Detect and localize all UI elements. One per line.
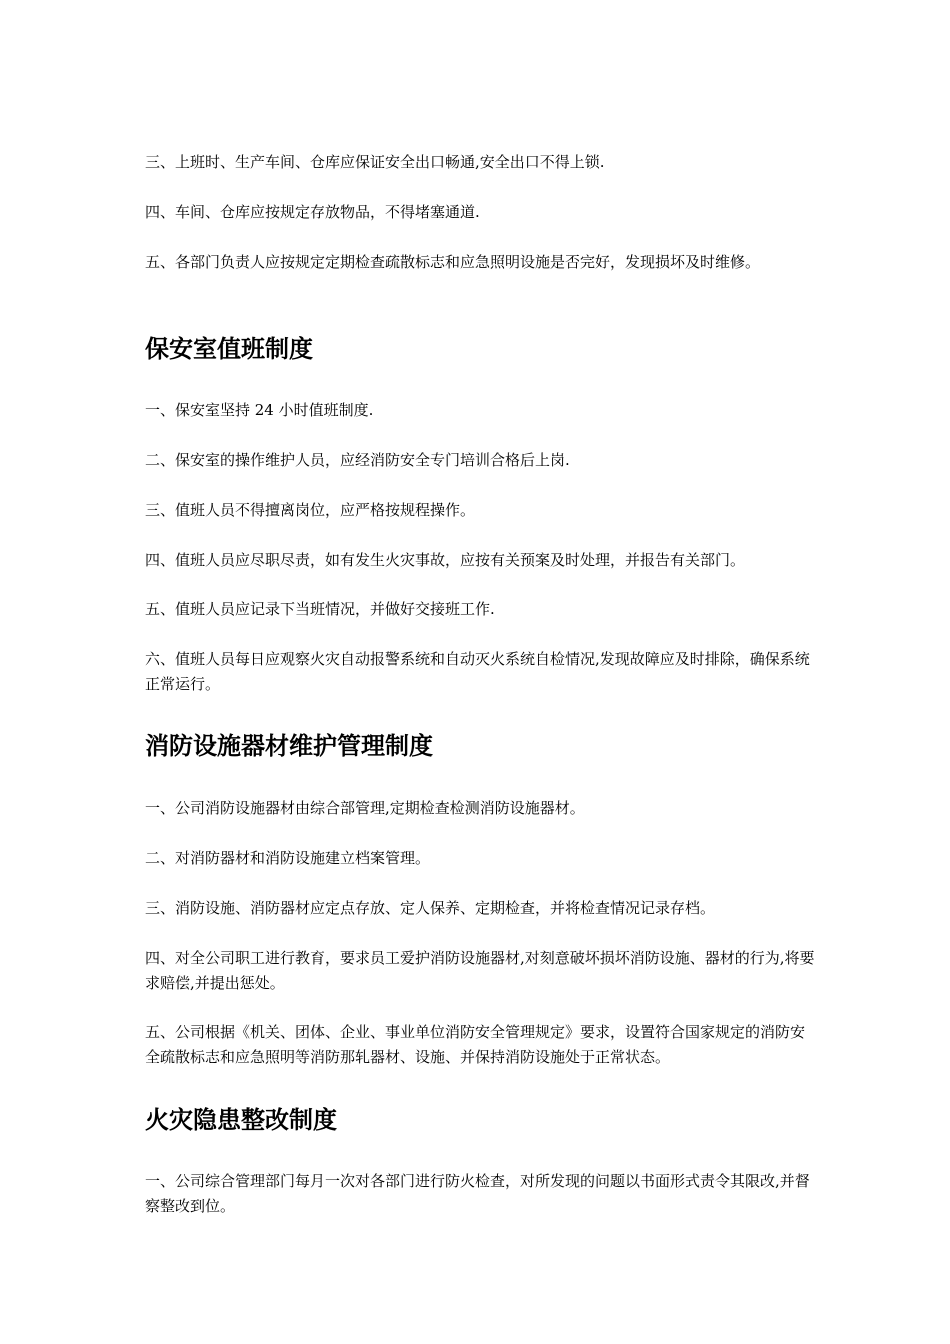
paragraph: 二、对消防器材和消防设施建立档案管理。	[145, 849, 431, 867]
paragraph: 一、保安室坚持 24 小时值班制度.	[145, 401, 374, 419]
section-title: 保安室值班制度	[145, 335, 313, 363]
paragraph: 五、值班人员应记录下当班情况，并做好交接班工作.	[145, 600, 495, 618]
section-title: 火灾隐患整改制度	[145, 1106, 337, 1134]
paragraph: 一、公司综合管理部门每月一次对各部门进行防火检查，对所发现的问题以书面形式责令其限改,并督察整改到位。	[145, 1172, 810, 1215]
paragraph: 五、各部门负责人应按规定定期检查疏散标志和应急照明设施是否完好，发现损坏及时维修。	[145, 253, 761, 271]
paragraph: 三、值班人员不得擅离岗位，应严格按规程操作。	[145, 501, 476, 519]
paragraph: 一、公司消防设施器材由综合部管理,定期检查检测消防设施器材。	[145, 799, 585, 817]
paragraph: 二、保安室的操作维护人员，应经消防安全专门培训合格后上岗.	[145, 451, 570, 469]
section-title: 消防设施器材维护管理制度	[145, 732, 433, 760]
paragraph: 四、值班人员应尽职尽责，如有发生火灾事故，应按有关预案及时处理，并报告有关部门。	[145, 551, 746, 569]
paragraph: 四、对全公司职工进行教育，要求员工爱护消防设施器材,对刻意破坏损坏消防设施、器材的行为,将要求赔偿,并提出惩处。	[145, 949, 815, 992]
paragraph: 三、消防设施、消防器材应定点存放、定人保养、定期检查，并将检查情况记录存档。	[145, 899, 716, 917]
paragraph: 五、公司根据《机关、团体、企业、事业单位消防安全管理规定》要求，设置符合国家规定的消防安全疏散标志和应急照明等消防那轧器材、设施、并保持消防设施处于正常状态。	[145, 1023, 806, 1066]
paragraph: 四、车间、仓库应按规定存放物品，不得堵塞通道.	[145, 203, 480, 221]
paragraph: 六、值班人员每日应观察火灾自动报警系统和自动灭火系统自检情况,发现故障应及时排除，确保系统正常运行。	[145, 650, 810, 693]
paragraph: 三、上班时、生产车间、仓库应保证安全出口畅通,安全出口不得上锁.	[145, 153, 605, 171]
